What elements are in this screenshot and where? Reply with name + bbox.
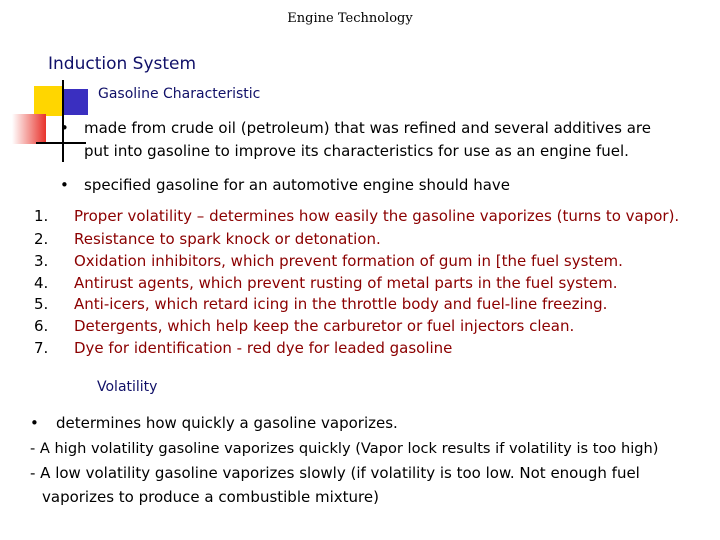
list-number: 4. <box>34 274 49 292</box>
bullet-text-line1: made from crude oil (petroleum) that was refined and several additives are <box>84 119 651 137</box>
list-text: Detergents, which help keep the carburetor or fuel injectors clean. <box>74 317 575 335</box>
bullet-dot: • <box>60 119 69 137</box>
volatility-line: - A high volatility gasoline vaporizes quickly (Vapor lock results if volatility is too high) <box>30 440 659 457</box>
volatility-heading: Volatility <box>97 379 158 395</box>
list-item <box>34 317 574 335</box>
list-number: 6. <box>34 317 49 335</box>
page-header: Engine Technology <box>287 11 413 26</box>
list-number: 2. <box>34 230 49 248</box>
list-number: 1. <box>34 207 49 225</box>
volatility-line: determines how quickly a gasoline vaporizes. <box>56 414 398 432</box>
list-text: Oxidation inhibitors, which prevent formation of gum in [the fuel system. <box>74 252 623 270</box>
bullet-dot: • <box>60 176 69 194</box>
bullet-dot: • <box>30 414 39 432</box>
list-text: Dye for identification - red dye for leaded gasoline <box>74 339 453 357</box>
list-number: 3. <box>34 252 49 270</box>
list-number: 5. <box>34 295 49 313</box>
volatility-line: vaporizes to produce a combustible mixture) <box>42 488 379 506</box>
bullet-text-line2: put into gasoline to improve its characteristics for use as an engine fuel. <box>84 142 629 160</box>
list-item <box>34 230 381 248</box>
deco-red-square <box>12 114 46 144</box>
list-number: 7. <box>34 339 49 357</box>
list-item <box>34 252 623 270</box>
list-text: Proper volatility – determines how easily the gasoline vaporizes (turns to vapor). <box>74 207 680 225</box>
list-item <box>34 274 617 292</box>
deco-yellow-square <box>34 86 64 116</box>
deco-blue-square <box>62 89 88 115</box>
bullet-crude-oil <box>60 117 651 163</box>
slide-title: Induction System <box>48 54 197 74</box>
list-text: Anti-icers, which retard icing in the throttle body and fuel-line freezing. <box>74 295 608 313</box>
list-item <box>34 339 452 357</box>
list-item <box>34 207 679 225</box>
list-text: Resistance to spark knock or detonation. <box>74 230 381 248</box>
list-item <box>34 295 607 313</box>
section-subtitle: Gasoline Characteristic <box>98 86 261 102</box>
bullet-text: specified gasoline for an automotive engine should have <box>84 176 511 194</box>
list-text: Antirust agents, which prevent rusting of metal parts in the fuel system. <box>74 274 618 292</box>
bullet-specified-gasoline <box>60 174 510 197</box>
volatility-line: - A low volatility gasoline vaporizes slowly (if volatility is too low. Not enough fuel <box>30 464 640 482</box>
volatility-bullet <box>30 414 398 432</box>
